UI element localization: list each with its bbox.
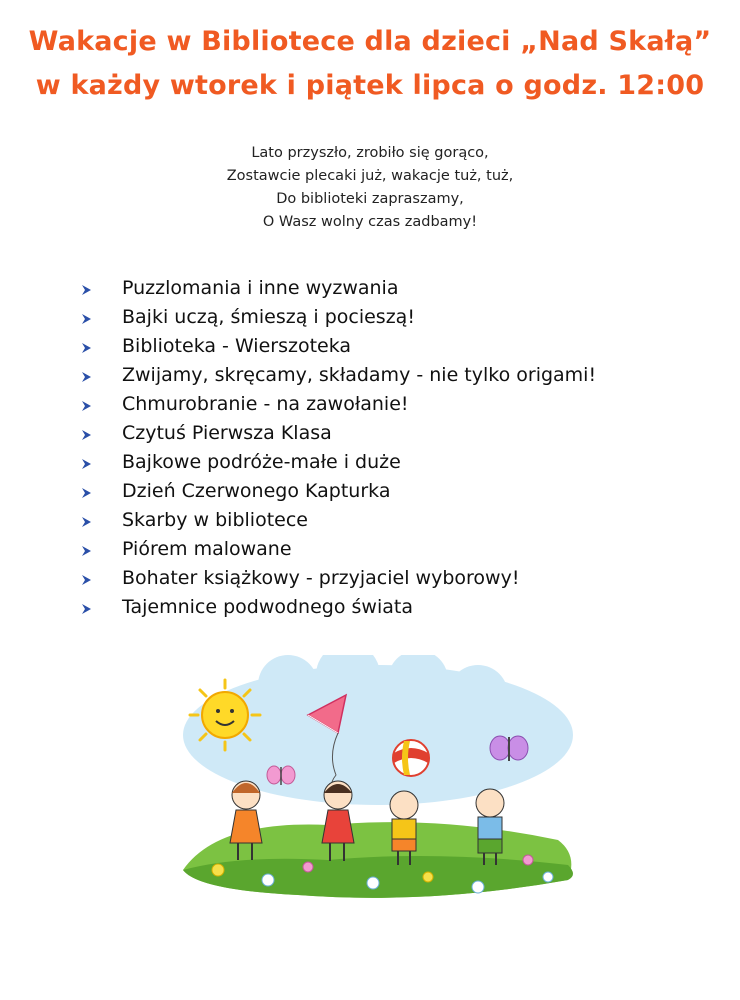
bullet-icon: [80, 603, 92, 615]
list-item: [72, 361, 712, 390]
list-item: [72, 477, 712, 506]
program-list: [72, 274, 712, 622]
butterfly-icon: [490, 736, 528, 761]
ball-icon: [393, 740, 429, 776]
bullet-icon: [80, 342, 92, 354]
list-item-label: Zwijamy, skręcamy, składamy - nie tylko origami!: [122, 364, 597, 386]
list-item: [72, 390, 712, 419]
list-item-label: Bajki uczą, śmieszą i pocieszą!: [122, 306, 415, 328]
butterfly-icon: [267, 766, 295, 785]
list-item: [72, 506, 712, 535]
list-item: [72, 303, 712, 332]
poem-line: Lato przyszło, zrobiło się gorąco,: [251, 145, 489, 161]
list-item: [72, 535, 712, 564]
list-item-label: Biblioteka - Wierszoteka: [122, 335, 352, 357]
list-item: [72, 448, 712, 477]
list-item-label: Bohater książkowy - przyjaciel wyborowy!: [122, 567, 520, 589]
list-item-label: Bajkowe podróże-małe i duże: [122, 451, 401, 473]
bullet-icon: [80, 574, 92, 586]
page-title: Wakacje w Bibliotece dla dzieci „Nad Skałą”: [28, 26, 712, 57]
poem-line: Do biblioteki zapraszamy,: [276, 191, 464, 207]
list-item: [72, 593, 712, 622]
list-item-label: Czytuś Pierwsza Klasa: [122, 422, 332, 444]
bullet-icon: [80, 313, 92, 325]
poem-line: Zostawcie plecaki już, wakacje tuż, tuż,: [226, 168, 514, 184]
children-playing-illustration: [178, 655, 578, 905]
list-item-label: Tajemnice podwodnego świata: [122, 596, 413, 618]
list-item-label: Chmurobranie - na zawołanie!: [122, 393, 409, 415]
bullet-icon: [80, 487, 92, 499]
list-item: [72, 419, 712, 448]
list-item-label: Piórem malowane: [122, 538, 292, 560]
bullet-icon: [80, 429, 92, 441]
list-item-label: Skarby w bibliotece: [122, 509, 308, 531]
bullet-icon: [80, 400, 92, 412]
bullet-icon: [80, 545, 92, 557]
list-item: [72, 564, 712, 593]
page-subtitle: w każdy wtorek i piątek lipca o godz. 12:00: [35, 70, 705, 101]
poem: [0, 142, 740, 234]
bullet-icon: [80, 284, 92, 296]
list-item: [72, 332, 712, 361]
list-item-label: Puzzlomania i inne wyzwania: [122, 277, 399, 299]
bullet-icon: [80, 371, 92, 383]
bullet-icon: [80, 516, 92, 528]
poem-line: O Wasz wolny czas zadbamy!: [262, 214, 478, 230]
bullet-icon: [80, 458, 92, 470]
list-item-label: Dzień Czerwonego Kapturka: [122, 480, 391, 502]
list-item: [72, 274, 712, 303]
